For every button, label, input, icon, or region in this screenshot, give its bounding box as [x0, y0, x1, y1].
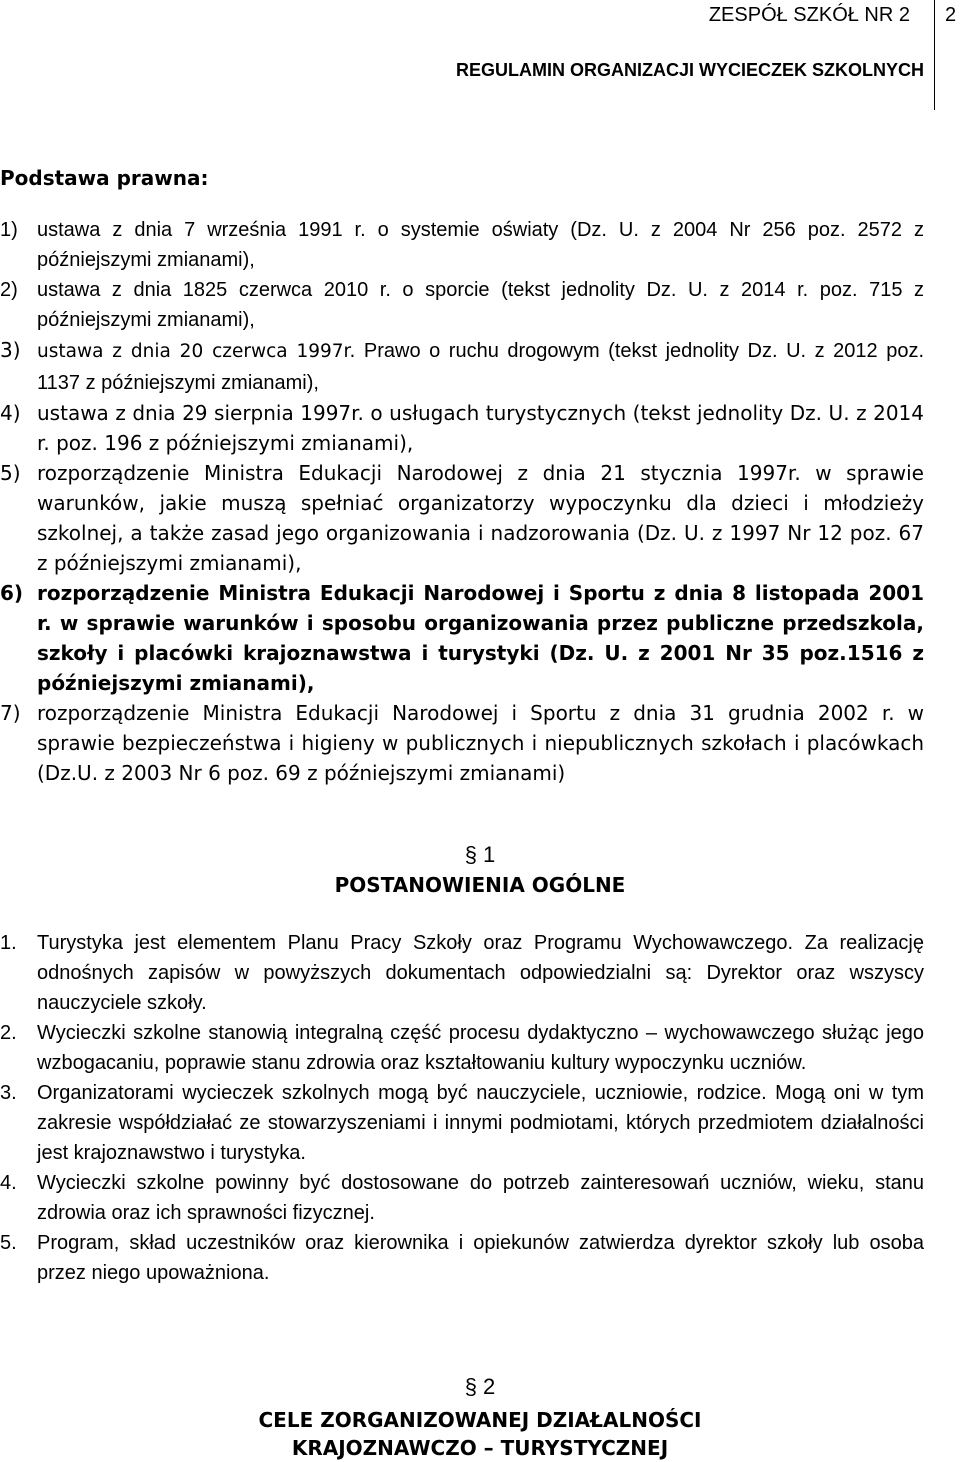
- item-number: 1.: [0, 932, 17, 954]
- item-number: 4): [0, 401, 21, 425]
- item-text: Wycieczki szkolne powinny być dostosowane do potrzeb zainteresowań uczniów, wieku, stanu zdrowia oraz ich sprawności fizycznej.: [37, 1172, 924, 1224]
- paragraph-2-symbol: § 2: [464, 1374, 496, 1399]
- header-divider: [934, 0, 935, 110]
- provision-item: [0, 1078, 924, 1168]
- item-number: 5.: [0, 1232, 17, 1254]
- item-text: Organizatorami wycieczek szkolnych mogą być nauczyciele, uczniowie, rodzice. Mogą oni w tym zakresie współdziałać ze stowarzyszeniami i innymi podmiotami, których przedmiotem działalności jest krajoznawstwo i turystyka.: [37, 1082, 924, 1164]
- section-2-title: CELE ZORGANIZOWANEJ DZIAŁALNOŚCI KRAJOZNAWCZO – TURYSTYCZNEJ: [258, 1408, 702, 1460]
- legal-basis-heading: Podstawa prawna:: [0, 166, 209, 190]
- item-number: 3.: [0, 1082, 17, 1104]
- item-text: ustawa z dnia 1825 czerwca 2010 r. o sporcie (tekst jednolity Dz. U. z 2014 r. poz. 715 z późniejszymi zmianami),: [37, 279, 924, 331]
- legal-basis-item: [0, 215, 924, 275]
- section-1-title: POSTANOWIENIA OGÓLNE: [334, 873, 626, 897]
- legal-basis-list: [0, 215, 924, 788]
- item-number: 7): [0, 701, 21, 725]
- item-text: Wycieczki szkolne stanowią integralną część procesu dydaktyczno – wychowawczego służąc jego wzbogacaniu, poprawie stanu zdrowia oraz kształtowaniu kultury wypoczynku uczniów.: [37, 1022, 924, 1074]
- item-text: Turystyka jest elementem Planu Pracy Szkoły oraz Programu Wychowawczego. Za realizację odnośnych zapisów w powyższych dokumentach odpowiedzialni są: Dyrektor oraz wszyscy nauczyciele szkoły.: [37, 932, 924, 1014]
- item-text: ustawa z dnia 29 sierpnia 1997r. o usługach turystycznych (tekst jednolity Dz. U. z 2014 r. poz. 196 z późniejszymi zmianami),: [37, 401, 924, 455]
- item-number: 3): [0, 338, 21, 362]
- item-text: rozporządzenie Ministra Edukacji Narodowej z dnia 21 stycznia 1997r. w sprawie warunków, jakie muszą spełniać organizatorzy wypoczynku dla dzieci i młodzieży szkolnej, a także zasad jego organizowania i nadzorowania (Dz. U. z 1997 Nr 12 poz. 67 z późniejszymi zmianami),: [37, 461, 924, 575]
- item-number: 4.: [0, 1172, 17, 1194]
- legal-basis-item: [0, 335, 924, 398]
- item-text-part: Prawo o ruchu drogowym (tekst jednolity Dz. U. z 2012 poz. 1137 z późniejszymi zmianami),: [37, 340, 924, 394]
- header-page-number: 2: [945, 4, 957, 26]
- legal-basis-item: [0, 578, 924, 698]
- item-text: [37, 335, 924, 398]
- provision-item: [0, 1168, 924, 1228]
- item-number: 2): [0, 279, 18, 301]
- item-number: 1): [0, 219, 18, 241]
- general-provisions-list: [0, 928, 924, 1288]
- legal-basis-item: [0, 458, 924, 578]
- item-number: 5): [0, 461, 21, 485]
- provision-item: [0, 928, 924, 1018]
- item-number: 6): [0, 581, 24, 605]
- item-number: 2.: [0, 1022, 17, 1044]
- header-school-name: ZESPÓŁ SZKÓŁ NR 2: [708, 4, 910, 26]
- item-text: rozporządzenie Ministra Edukacji Narodowej i Sportu z dnia 31 grudnia 2002 r. w sprawie bezpieczeństwa i higieny w publicznych i niepublicznych szkołach i placówkach (Dz.U. z 2003 Nr 6 poz. 69 z późniejszymi zmianami): [37, 701, 924, 785]
- item-text: Program, skład uczestników oraz kierownika i opiekunów zatwierdza dyrektor szkoły lub osoba przez niego upoważniona.: [37, 1232, 924, 1284]
- legal-basis-item: [0, 275, 924, 335]
- item-text: ustawa z dnia 7 września 1991 r. o systemie oświaty (Dz. U. z 2004 Nr 256 poz. 2572 z późniejszymi zmianami),: [37, 219, 924, 271]
- paragraph-1-symbol: § 1: [464, 842, 496, 867]
- item-text-part: ustawa z dnia 20 czerwca 1997r.: [37, 341, 356, 362]
- legal-basis-item: [0, 698, 924, 788]
- provision-item: [0, 1018, 924, 1078]
- item-text: rozporządzenie Ministra Edukacji Narodowej i Sportu z dnia 8 listopada 2001 r. w sprawie warunków i sposobu organizowania przez publiczne przedszkola, szkoły i placówki krajoznawstwa i turystyki (Dz. U. z 2001 Nr 35 poz.1516 z późniejszymi zmianami),: [37, 581, 924, 695]
- legal-basis-item: [0, 398, 924, 458]
- header-document-title: REGULAMIN ORGANIZACJI WYCIECZEK SZKOLNYCH: [456, 60, 924, 80]
- provision-item: [0, 1228, 924, 1288]
